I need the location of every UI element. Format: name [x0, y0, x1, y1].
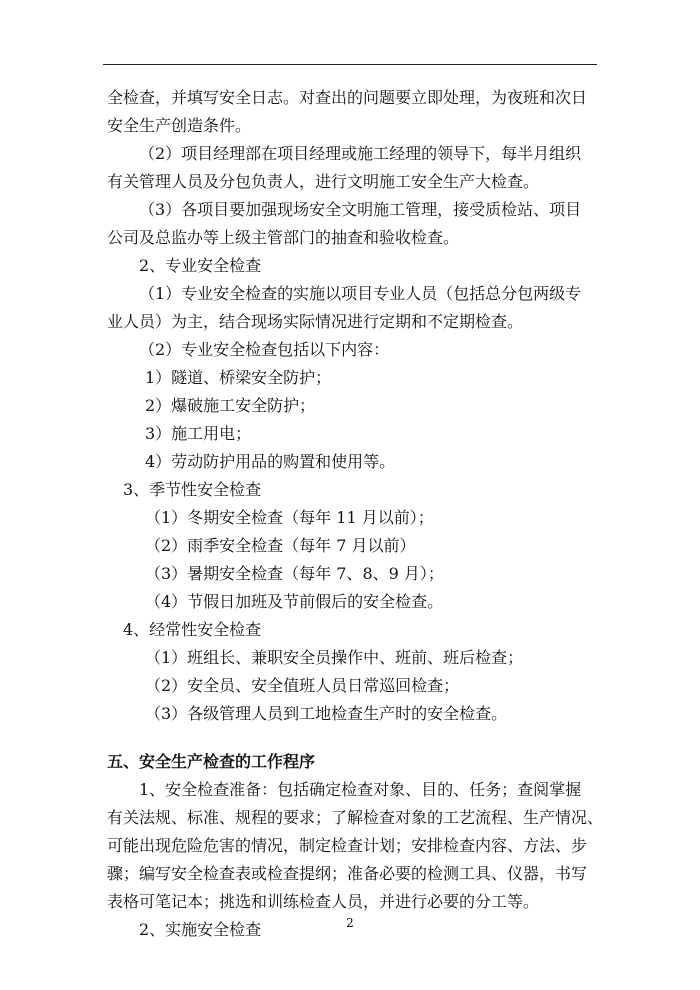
document-body	[107, 84, 604, 944]
subsection-heading: 4、经常性安全检查	[123, 620, 262, 639]
list-item: （1）班组长、兼职安全员操作中、班前、班后检查；	[145, 648, 524, 667]
paragraph-line: （2）项目经理部在项目经理或施工经理的领导下，每半月组织	[139, 144, 582, 163]
list-item: 2）爆破施工安全防护；	[145, 396, 316, 415]
paragraph-line: （1）专业安全检查的实施以项目专业人员（包括总分包两级专	[139, 284, 582, 303]
section-heading: 五、安全生产检查的工作程序	[107, 752, 316, 771]
subsection-heading: 3、季节性安全检查	[123, 480, 262, 499]
paragraph-line: 表格可笔记本；挑选和训练检查人员，并进行必要的分工等。	[107, 892, 540, 911]
list-item: （4）节假日加班及节前假后的安全检查。	[145, 592, 444, 611]
section-spacer	[107, 728, 595, 748]
list-item: 4）劳动防护用品的购置和使用等。	[145, 452, 396, 471]
page-number: 2	[346, 916, 354, 930]
list-item: （1）冬期安全检查（每年 11 月以前）；	[145, 508, 434, 527]
list-item: （2）安全员、安全值班人员日常巡回检查；	[145, 676, 460, 695]
header-rule	[103, 64, 597, 65]
list-item: 3）施工用电；	[145, 424, 252, 443]
paragraph-line: 公司及总监办等上级主管部门的抽查和验收检查。	[107, 228, 460, 247]
paragraph-line: 1、安全检查准备：包括确定检查对象、目的、任务；查阅掌握	[139, 780, 582, 799]
paragraph-line: 全检查，并填写安全日志。对查出的问题要立即处理，为夜班和次日	[107, 88, 588, 107]
subsection-heading: 2、实施安全检查	[139, 920, 262, 939]
subsection-heading: 2、专业安全检查	[139, 256, 262, 275]
list-item: （3）各级管理人员到工地检查生产时的安全检查。	[145, 704, 508, 723]
paragraph-line: （3）各项目要加强现场安全文明施工管理，接受质检站、项目	[139, 200, 582, 219]
list-item: （3）暑期安全检查（每年 7、8、9 月）；	[145, 564, 444, 583]
paragraph-line: 可能出现危险危害的情况，制定检查计划；安排检查内容、方法、步	[107, 836, 588, 855]
paragraph-line: 有关法规、标准、规程的要求；了解检查对象的工艺流程、生产情况、	[107, 808, 604, 827]
list-item: 1）隧道、桥梁安全防护；	[145, 368, 332, 387]
paragraph-line: 有关管理人员及分包负责人，进行文明施工安全生产大检查。	[107, 172, 540, 191]
paragraph-line: 安全生产创造条件。	[107, 116, 252, 135]
paragraph-line: 业人员）为主，结合现场实际情况进行定期和不定期检查。	[107, 312, 524, 331]
paragraph-line: 骤；编写安全检查表或检查提纲；准备必要的检测工具、仪器，书写	[107, 864, 588, 883]
paragraph-line: （2）专业安全检查包括以下内容：	[139, 340, 390, 359]
list-item: （2）雨季安全检查（每年 7 月以前）	[145, 536, 416, 555]
